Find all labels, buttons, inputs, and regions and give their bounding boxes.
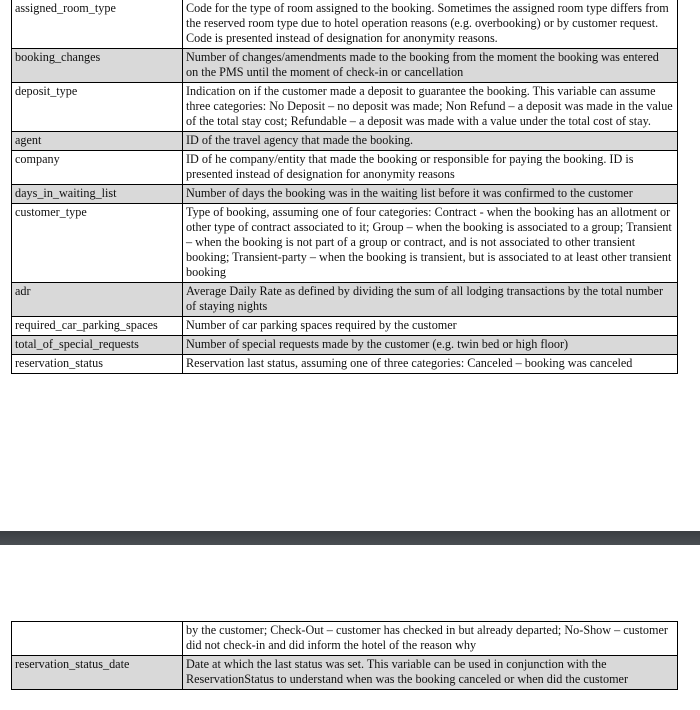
table-row (12, 204, 678, 283)
variable-name: booking_changes (12, 49, 183, 83)
page-2 (0, 545, 700, 710)
table-row (12, 151, 678, 185)
variable-description: Number of car parking spaces required by the customer (183, 317, 678, 336)
variable-description: Average Daily Rate as defined by dividing the sum of all lodging transactions by the total number of staying nights (183, 283, 678, 317)
variables-table-continued-page-2 (11, 621, 678, 690)
table-row (12, 355, 678, 374)
variable-name: customer_type (12, 204, 183, 283)
table-row (12, 336, 678, 355)
table-row (12, 185, 678, 204)
table-row (12, 317, 678, 336)
variable-name: assigned_room_type (12, 0, 183, 49)
variable-description: by the customer; Check-Out – customer has checked in but already departed; No-Show – customer did not check-in and did inform the hotel of the reason why (183, 622, 678, 656)
variable-description: Type of booking, assuming one of four categories: Contract - when the booking has an allotment or other type of contract associated to it; Group – when the booking is associated to a group; Transient – when the booking is not part of a group or contract, and is not associated to other transient booking; Transient-party – when the booking is transient, but is associated to at least other transient booking (183, 204, 678, 283)
variable-description: Number of changes/amendments made to the booking from the moment the booking was entered on the PMS until the moment of check-in or cancellation (183, 49, 678, 83)
variable-name: deposit_type (12, 83, 183, 132)
table-row (12, 0, 678, 49)
variable-name (12, 622, 183, 656)
variable-name: reservation_status (12, 355, 183, 374)
table-row (12, 49, 678, 83)
variable-description: Number of special requests made by the customer (e.g. twin bed or high floor) (183, 336, 678, 355)
page-separator (0, 531, 700, 545)
variables-table-continued (11, 0, 678, 374)
table-row (12, 132, 678, 151)
variable-description: ID of he company/entity that made the booking or responsible for paying the booking. ID is presented instead of designation for anonymity reasons (183, 151, 678, 185)
variable-description: Indication on if the customer made a deposit to guarantee the booking. This variable can assume three categories: No Deposit – no deposit was made; Non Refund – a deposit was made in the value of the total stay cost; Refundable – a deposit was made with a value under the total cost of stay. (183, 83, 678, 132)
variable-name: adr (12, 283, 183, 317)
variable-name: days_in_waiting_list (12, 185, 183, 204)
variable-description: Date at which the last status was set. This variable can be used in conjunction with the ReservationStatus to understand when was the booking canceled or when did the customer (183, 656, 678, 690)
variable-description: Reservation last status, assuming one of three categories: Canceled – booking was canceled (183, 355, 678, 374)
variable-description: Number of days the booking was in the waiting list before it was confirmed to the customer (183, 185, 678, 204)
table-row (12, 622, 678, 656)
variable-name: agent (12, 132, 183, 151)
table-row (12, 283, 678, 317)
variable-description: ID of the travel agency that made the booking. (183, 132, 678, 151)
variable-name: company (12, 151, 183, 185)
table-row (12, 83, 678, 132)
variable-name: total_of_special_requests (12, 336, 183, 355)
table-row (12, 656, 678, 690)
variable-name: reservation_status_date (12, 656, 183, 690)
variable-description: Code for the type of room assigned to the booking. Sometimes the assigned room type differs from the reserved room type due to hotel operation reasons (e.g. overbooking) or by customer request. Code is presented instead of designation for anonymity reasons. (183, 0, 678, 49)
variable-name: required_car_parking_spaces (12, 317, 183, 336)
